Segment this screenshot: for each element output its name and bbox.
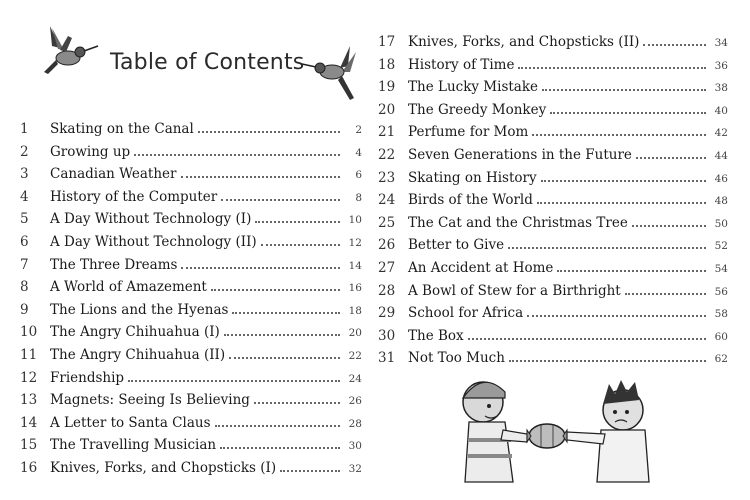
toc-entry-page: 24 (348, 372, 362, 385)
toc-entry-title: Growing up (50, 143, 131, 160)
toc-entry-number: 17 (378, 34, 396, 50)
dot-leader (509, 359, 706, 362)
toc-entry-number: 7 (20, 256, 29, 273)
toc-entry-page: 60 (714, 330, 728, 343)
toc-entry-page: 16 (348, 282, 362, 295)
dot-leader (508, 246, 706, 249)
toc-entry-page: 42 (714, 127, 728, 140)
toc-entry[interactable] (378, 147, 728, 169)
toc-entry-number: 27 (378, 260, 396, 276)
dot-leader (557, 269, 706, 272)
dot-leader (632, 224, 706, 227)
toc-entry-page: 62 (714, 353, 728, 366)
dot-leader (224, 333, 340, 336)
toc-entry-title: The Lions and the Hyenas (50, 301, 229, 318)
toc-entry-title: The Cat and the Christmas Tree (408, 214, 628, 231)
toc-entry[interactable] (378, 79, 728, 101)
toc-entry-title: The Travelling Musician (50, 437, 217, 454)
toc-entry[interactable] (20, 302, 362, 324)
dot-leader (542, 88, 706, 91)
dot-leader (280, 469, 340, 472)
toc-entry-title: Skating on History (408, 169, 537, 186)
dot-leader (518, 66, 706, 69)
toc-entry-number: 10 (20, 324, 38, 341)
toc-entry-number: 19 (378, 79, 396, 96)
toc-entry-title: History of Time (408, 56, 515, 73)
toc-entry-page: 56 (714, 285, 728, 298)
toc-entry-page: 20 (348, 327, 362, 340)
dot-leader (229, 356, 340, 359)
dot-leader (537, 201, 706, 204)
toc-entry-number: 6 (20, 234, 29, 250)
toc-entry[interactable] (378, 34, 728, 56)
toc-entry-page: 22 (348, 350, 362, 362)
toc-entry-page: 54 (714, 263, 728, 275)
dot-leader (468, 337, 706, 340)
toc-entry[interactable] (378, 305, 728, 327)
dot-leader (255, 220, 340, 223)
toc-entry-number: 3 (20, 166, 29, 183)
toc-entry-title: The Angry Chihuahua (I) (50, 324, 220, 341)
hummingbird-left-icon (38, 22, 100, 82)
toc-entry-number: 11 (20, 347, 38, 363)
toc-entry-page: 26 (348, 395, 362, 408)
toc-entry[interactable] (20, 257, 362, 279)
dot-leader (254, 401, 340, 404)
dot-leader (211, 288, 340, 291)
toc-entry-page: 8 (355, 191, 362, 204)
toc-entry-page: 40 (714, 104, 728, 117)
page-title: Table of Contents (110, 50, 305, 75)
dot-leader (527, 314, 706, 317)
toc-entry[interactable] (20, 189, 362, 211)
toc-entry-page: 34 (714, 37, 728, 49)
kids-tug-of-war-illustration (455, 370, 655, 485)
toc-entry-number: 4 (20, 188, 29, 205)
toc-entry[interactable] (20, 324, 362, 346)
toc-entry-number: 18 (378, 56, 396, 73)
toc-entry[interactable] (20, 370, 362, 392)
toc-entry-title: Not Too Much (408, 350, 505, 367)
toc-entry[interactable] (20, 166, 362, 188)
toc-entry[interactable] (20, 279, 362, 301)
toc-entry-title: History of the Computer (50, 188, 218, 205)
toc-entry[interactable] (378, 237, 728, 259)
dot-leader (625, 292, 706, 295)
dot-leader (220, 446, 340, 449)
toc-entry-title: A World of Amazement (50, 279, 207, 296)
toc-entry-page: 6 (355, 169, 362, 182)
toc-entry-title: Knives, Forks, and Chopsticks (I) (50, 460, 277, 476)
toc-entry-number: 23 (378, 169, 396, 186)
toc-entry-title: Birds of the World (408, 192, 533, 209)
toc-entry[interactable] (20, 121, 362, 143)
dot-leader (181, 266, 340, 269)
toc-entry-title: A Day Without Technology (II) (50, 234, 257, 250)
toc-entry-number: 13 (20, 392, 38, 409)
hummingbird-right-icon (300, 42, 364, 104)
toc-entry[interactable] (20, 144, 362, 166)
toc-entry-number: 25 (378, 214, 396, 231)
toc-entry[interactable] (378, 215, 728, 237)
toc-entry-title: The Three Dreams (50, 256, 178, 273)
dot-leader (541, 179, 706, 182)
dot-leader (643, 43, 706, 46)
toc-entry-number: 2 (20, 143, 29, 160)
toc-entry[interactable] (20, 460, 362, 482)
toc-entry-page: 14 (348, 259, 362, 272)
toc-entry-title: The Greedy Monkey (408, 101, 547, 118)
toc-entry-number: 26 (378, 237, 396, 254)
toc-entry-page: 38 (714, 82, 728, 95)
toc-entry-title: The Angry Chihuahua (II) (50, 347, 226, 363)
toc-entry-number: 28 (378, 282, 396, 299)
toc-entry-page: 4 (355, 146, 362, 159)
toc-entry-title: A Bowl of Stew for a Birthright (408, 282, 621, 299)
toc-entry-title: Perfume for Mom (408, 124, 529, 141)
toc-entry-page: 28 (348, 417, 362, 430)
toc-entry-title: The Lucky Mistake (408, 79, 539, 96)
toc-entry-number: 8 (20, 279, 29, 296)
toc-entry-title: Friendship (50, 369, 125, 386)
toc-entry-number: 29 (378, 305, 396, 322)
toc-entry-page: 50 (714, 217, 728, 230)
toc-entry-page: 2 (355, 124, 362, 136)
toc-entry-page: 44 (714, 150, 728, 162)
toc-entry[interactable] (378, 170, 728, 192)
toc-entry[interactable] (20, 211, 362, 233)
toc-entry[interactable] (20, 234, 362, 256)
dot-leader (532, 133, 706, 136)
toc-entry[interactable] (378, 328, 728, 350)
dot-leader (550, 111, 706, 114)
toc-entry[interactable] (378, 283, 728, 305)
toc-entry-page: 18 (348, 304, 362, 317)
toc-entry-title: Skating on the Canal (50, 121, 194, 137)
toc-entry-number: 14 (20, 414, 38, 431)
toc-entry[interactable] (20, 415, 362, 437)
toc-entry-title: Knives, Forks, and Chopsticks (II) (408, 34, 640, 50)
toc-entry-title: Canadian Weather (50, 166, 177, 183)
toc-entry[interactable] (378, 260, 728, 282)
toc-entry-number: 1 (20, 121, 29, 137)
toc-entry-number: 15 (20, 437, 38, 454)
toc-entry-title: A Day Without Technology (I) (50, 211, 252, 228)
toc-entry-number: 31 (378, 350, 396, 367)
dot-leader (261, 243, 340, 246)
toc-entry-page: 52 (714, 240, 728, 253)
toc-entry-page: 12 (348, 237, 362, 249)
toc-entry[interactable] (378, 102, 728, 124)
toc-entry-number: 20 (378, 101, 396, 118)
toc-entry-title: The Box (408, 327, 464, 344)
dot-leader (128, 379, 340, 382)
dot-leader (181, 175, 341, 178)
toc-entry-number: 5 (20, 211, 29, 228)
toc-entry-number: 30 (378, 327, 396, 344)
dot-leader (636, 156, 706, 159)
toc-entry[interactable] (20, 392, 362, 414)
toc-entry[interactable] (20, 437, 362, 459)
toc-entry-title: Magnets: Seeing Is Believing (50, 392, 250, 409)
toc-entry-page: 58 (714, 308, 728, 321)
toc-entry[interactable] (20, 347, 362, 369)
toc-entry-number: 12 (20, 369, 38, 386)
toc-entry-number: 16 (20, 460, 38, 476)
toc-entry-page: 10 (348, 214, 362, 227)
toc-entry-number: 24 (378, 192, 396, 209)
toc-entry-number: 21 (378, 124, 396, 141)
dot-leader (215, 424, 341, 427)
dot-leader (232, 311, 340, 314)
toc-entry-page: 30 (348, 440, 362, 453)
toc-entry-title: Better to Give (408, 237, 505, 254)
toc-entry-page: 36 (714, 59, 728, 72)
toc-entry-title: An Accident at Home (408, 260, 554, 276)
toc-entry-title: A Letter to Santa Claus (50, 414, 211, 431)
toc-entry[interactable] (378, 57, 728, 79)
toc-entry-number: 22 (378, 147, 396, 163)
toc-entry[interactable] (378, 192, 728, 214)
toc-entry[interactable] (378, 124, 728, 146)
dot-leader (198, 130, 340, 133)
toc-entry-page: 32 (348, 463, 362, 475)
toc-entry-page: 48 (714, 195, 728, 208)
toc-entry-page: 46 (714, 172, 728, 185)
toc-entry-title: Seven Generations in the Future (408, 147, 632, 163)
toc-entry-title: School for Africa (408, 305, 524, 322)
dot-leader (134, 153, 340, 156)
toc-entry-number: 9 (20, 301, 29, 318)
dot-leader (221, 198, 340, 201)
